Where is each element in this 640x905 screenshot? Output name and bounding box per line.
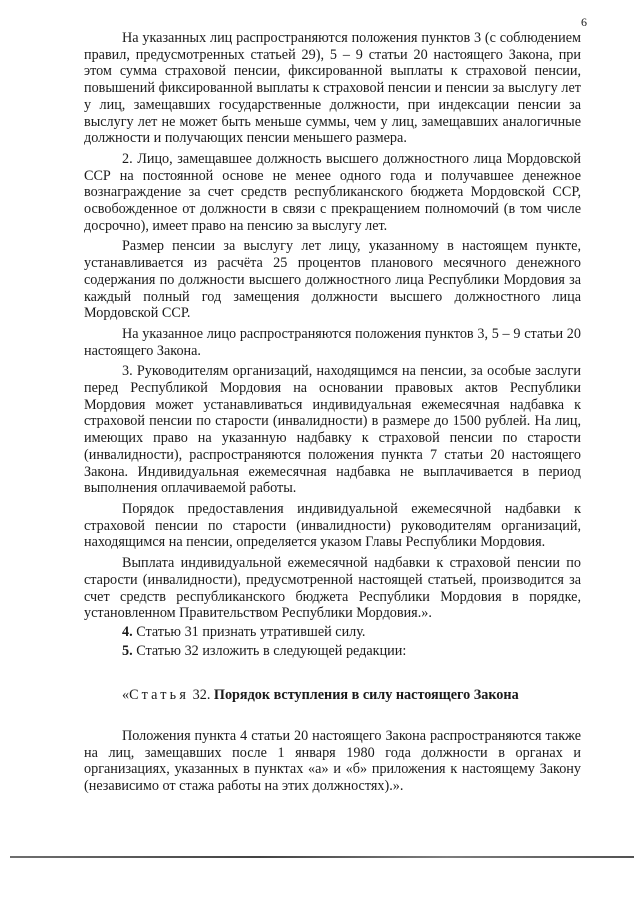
list-item-4-text: Статью 31 признать утратившей силу.: [132, 623, 366, 640]
paragraph-item-3-organization-heads: 3. Руководителям организаций, находящимся на пенсии, за особые заслуги перед Республикой Мордовия на основании правовых актов Республики Мордовия может устанавливаться индивидуальная ежемесячная надбавка к страховой пенсии по старости (инвалидности) в размере до 1500 рублей. На лиц, имеющих право на указанную надбавку к страховой пенсии по старости (инвалидности), распространяются положения пункта 7 статьи 20 настоящего Закона. Индивидуальная ежемесячная надбавка не выплачивается в период выполнения оплачиваемой работы.: [84, 363, 581, 497]
article-open-quote: «: [122, 687, 130, 704]
list-item-5: [84, 643, 581, 660]
article-32-text: Положения пункта 4 статьи 20 настоящего Закона распространяются также на лиц, замещавших после 1 января 1980 года должности в органах и организациях, указанных в пунктах «а» и «б» приложения к настоящему Закону (независимо от стажа работы на этих должностях).».: [84, 728, 581, 795]
list-item-4: [84, 624, 581, 641]
article-word: Статья: [129, 687, 190, 704]
paragraph-pension-provisions: На указанных лиц распространяются положения пунктов 3 (с соблюдением правил, предусмотренных статьей 29), 5 – 9 статьи 20 настоящего Закона, при этом сумма страховой пенсии, фиксированной выплаты к страховой пенсии, повышений фиксированной выплаты к страховой пенсии и пенсии за выслугу лет у лиц, замещавших государственные должности, при индексации пенсии за выслугу лет не может быть меньше суммы, чем у лиц, замещавших аналогичные должности и получающих пенсии меньшего размера.: [84, 30, 581, 147]
paragraph-item-2-head-of-ssr: 2. Лицо, замещавшее должность высшего должностного лица Мордовской ССР на постоянной основе не менее одного года и получавшее денежное вознаграждение за счет средств республиканского бюджета Мордовской ССР, освобожденное от должности в связи с прекращением полномочий (в том числе досрочно), имеет право на пенсию за выслугу лет.: [84, 150, 581, 234]
article-32-heading: [84, 687, 581, 704]
document-body: [84, 30, 581, 795]
paragraph-allowance-procedure: Порядок предоставления индивидуальной ежемесячной надбавки к страховой пенсии по старости (инвалидности) руководителям организаций, находящимся на пенсии, определяется указом Главы Республики Мордовия.: [84, 500, 581, 551]
list-item-4-number: 4.: [122, 623, 133, 640]
article-title: Порядок вступления в силу настоящего Закона: [210, 687, 519, 704]
list-item-5-number: 5.: [122, 642, 133, 659]
paragraph-allowance-payment: Выплата индивидуальной ежемесячной надбавки к страховой пенсии по старости (инвалидности), предусмотренной настоящей статьей, производится за счет средств республиканского бюджета Республики Мордовия в порядке, установленном Правительством Республики Мордовия.».: [84, 555, 581, 622]
footer-divider: [10, 856, 634, 858]
article-number: 32.: [189, 687, 211, 704]
paragraph-pension-amount: Размер пенсии за выслугу лет лицу, указанному в настоящем пункте, устанавливается из расчёта 25 процентов планового месячного денежного содержания по должности высшего должностного лица Республики Мордовия за каждый полный год замещения должности высшего должностного лица Мордовской ССР.: [84, 238, 581, 322]
paragraph-applicable-provisions: На указанное лицо распространяются положения пунктов 3, 5 – 9 статьи 20 настоящего Закона.: [84, 325, 581, 359]
list-item-5-text: Статью 32 изложить в следующей редакции:: [132, 642, 407, 659]
page-number: 6: [581, 15, 587, 29]
